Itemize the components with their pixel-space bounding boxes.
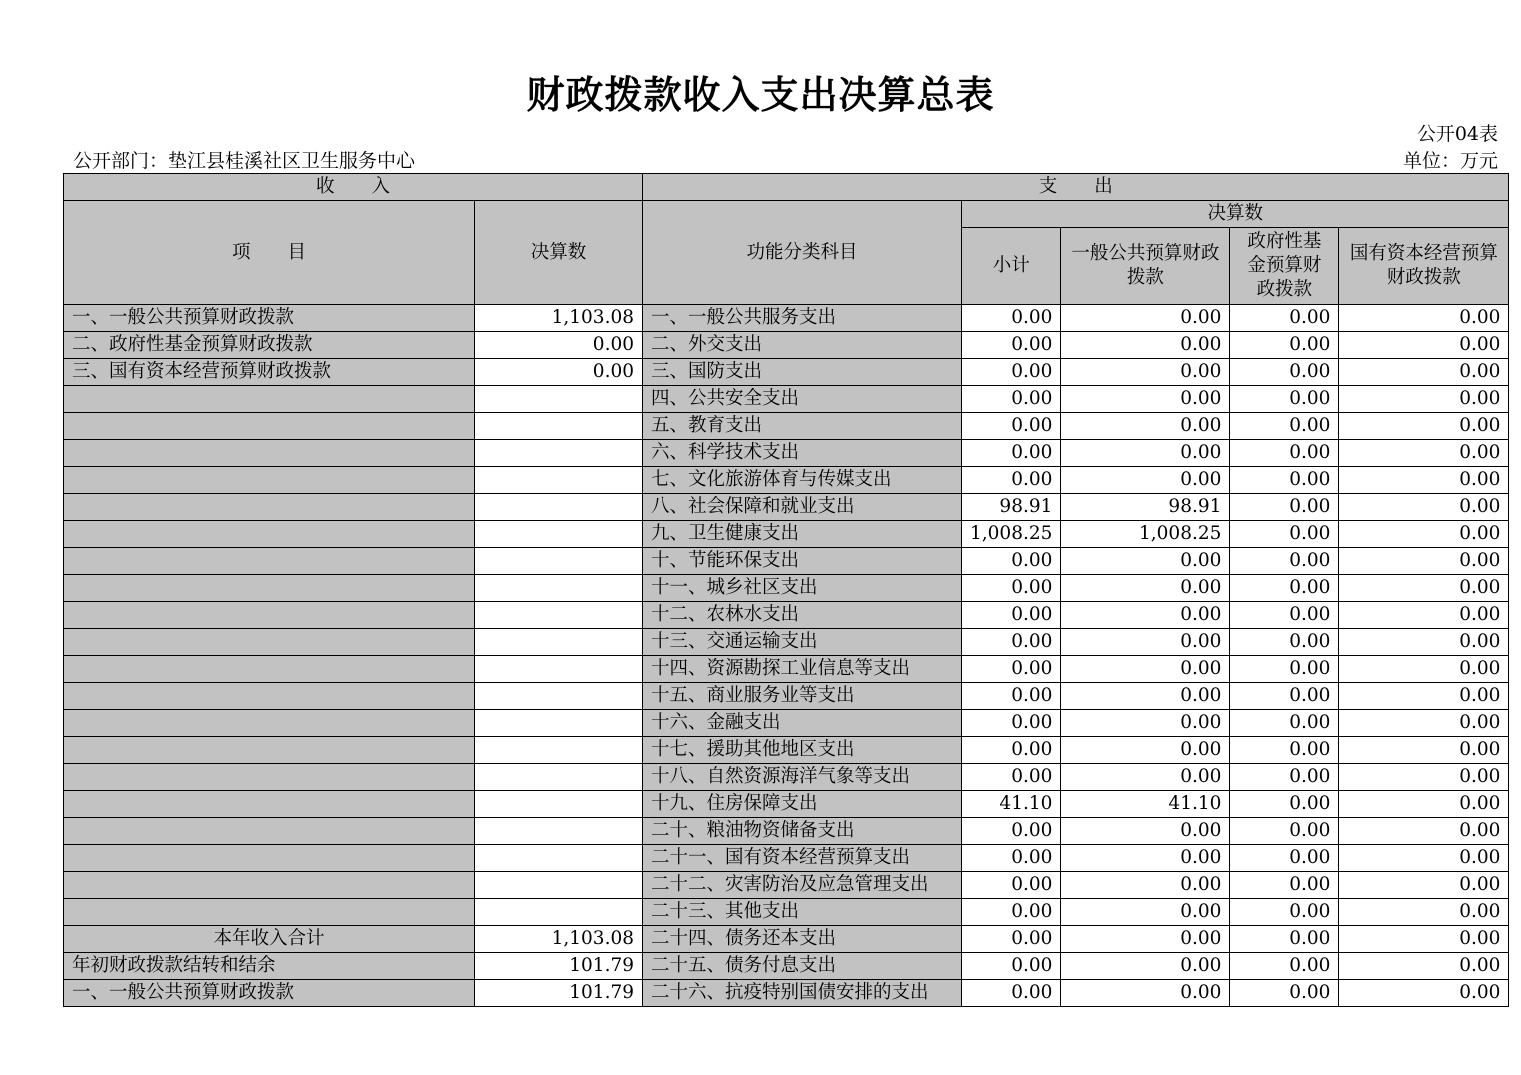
table-row xyxy=(64,899,1509,926)
fund-budget-cell: 0.00 xyxy=(1230,386,1339,413)
general-budget-cell: 0.00 xyxy=(1061,602,1230,629)
income-item-cell xyxy=(64,899,475,926)
fund-budget-cell: 0.00 xyxy=(1230,629,1339,656)
table-row xyxy=(64,386,1509,413)
table-row xyxy=(64,845,1509,872)
subtotal-cell: 0.00 xyxy=(962,764,1061,791)
fund-budget-cell: 0.00 xyxy=(1230,656,1339,683)
income-item-cell xyxy=(64,629,475,656)
header-row-2 xyxy=(64,201,1509,228)
function-category-cell: 十四、资源勘探工业信息等支出 xyxy=(643,656,962,683)
soe-budget-header: 国有资本经营预算财政拨款 xyxy=(1339,228,1509,305)
table-row xyxy=(64,494,1509,521)
soe-budget-cell: 0.00 xyxy=(1339,683,1509,710)
income-amount-cell xyxy=(475,656,643,683)
general-budget-cell: 0.00 xyxy=(1061,629,1230,656)
soe-budget-cell: 0.00 xyxy=(1339,899,1509,926)
table-row xyxy=(64,440,1509,467)
general-budget-cell: 0.00 xyxy=(1061,305,1230,332)
income-item-cell xyxy=(64,818,475,845)
page-title: 财政拨款收入支出决算总表 xyxy=(526,72,995,117)
general-budget-cell: 0.00 xyxy=(1061,332,1230,359)
function-category-cell: 九、卫生健康支出 xyxy=(643,521,962,548)
general-budget-cell: 0.00 xyxy=(1061,413,1230,440)
subtotal-cell: 0.00 xyxy=(962,359,1061,386)
table-row xyxy=(64,359,1509,386)
function-category-cell: 二、外交支出 xyxy=(643,332,962,359)
soe-budget-cell: 0.00 xyxy=(1339,548,1509,575)
subtotal-cell: 0.00 xyxy=(962,980,1061,1007)
income-amount-cell xyxy=(475,710,643,737)
soe-budget-cell: 0.00 xyxy=(1339,737,1509,764)
subtotal-cell: 0.00 xyxy=(962,953,1061,980)
function-category-cell: 二十三、其他支出 xyxy=(643,899,962,926)
function-category-cell: 十九、住房保障支出 xyxy=(643,791,962,818)
subtotal-cell: 0.00 xyxy=(962,332,1061,359)
fund-budget-header: 政府性基金预算财政拨款 xyxy=(1230,228,1339,305)
income-amount-cell: 101.79 xyxy=(475,980,643,1007)
soe-budget-cell: 0.00 xyxy=(1339,791,1509,818)
function-category-cell: 二十、粮油物资储备支出 xyxy=(643,818,962,845)
fund-budget-cell: 0.00 xyxy=(1230,548,1339,575)
fund-budget-cell: 0.00 xyxy=(1230,980,1339,1007)
soe-budget-cell: 0.00 xyxy=(1339,710,1509,737)
fund-budget-cell: 0.00 xyxy=(1230,926,1339,953)
subtotal-cell: 0.00 xyxy=(962,710,1061,737)
soe-budget-cell: 0.00 xyxy=(1339,386,1509,413)
income-amount-cell xyxy=(475,629,643,656)
table-row xyxy=(64,872,1509,899)
income-amount-cell xyxy=(475,818,643,845)
function-category-cell: 十三、交通运输支出 xyxy=(643,629,962,656)
income-amount-cell xyxy=(475,602,643,629)
income-amount-cell: 0.00 xyxy=(475,359,643,386)
table-row xyxy=(64,656,1509,683)
income-item-cell xyxy=(64,386,475,413)
fund-budget-cell: 0.00 xyxy=(1230,764,1339,791)
income-amount-cell xyxy=(475,764,643,791)
general-budget-cell: 98.91 xyxy=(1061,494,1230,521)
soe-budget-cell: 0.00 xyxy=(1339,602,1509,629)
subtotal-header: 小计 xyxy=(962,228,1061,305)
function-category-cell: 一、一般公共服务支出 xyxy=(643,305,962,332)
table-row xyxy=(64,575,1509,602)
department-label: 公开部门：垫江县桂溪社区卫生服务中心 xyxy=(73,150,416,172)
subtotal-cell: 0.00 xyxy=(962,467,1061,494)
soe-budget-cell: 0.00 xyxy=(1339,521,1509,548)
table-row xyxy=(64,602,1509,629)
income-item-cell xyxy=(64,872,475,899)
subtotal-cell: 0.00 xyxy=(962,440,1061,467)
subtotal-cell: 0.00 xyxy=(962,575,1061,602)
function-category-cell: 八、社会保障和就业支出 xyxy=(643,494,962,521)
soe-budget-cell: 0.00 xyxy=(1339,359,1509,386)
table-row xyxy=(64,332,1509,359)
general-budget-cell: 0.00 xyxy=(1061,575,1230,602)
general-budget-cell: 0.00 xyxy=(1061,440,1230,467)
general-budget-cell: 41.10 xyxy=(1061,791,1230,818)
header-row-1 xyxy=(64,174,1509,201)
subtotal-cell: 0.00 xyxy=(962,629,1061,656)
income-amount-cell xyxy=(475,872,643,899)
fund-budget-cell: 0.00 xyxy=(1230,737,1339,764)
income-amount-cell xyxy=(475,440,643,467)
function-category-cell: 十七、援助其他地区支出 xyxy=(643,737,962,764)
function-category-cell: 五、教育支出 xyxy=(643,413,962,440)
soe-budget-cell: 0.00 xyxy=(1339,332,1509,359)
table-row xyxy=(64,413,1509,440)
income-item-cell: 一、一般公共预算财政拨款 xyxy=(64,305,475,332)
fund-budget-cell: 0.00 xyxy=(1230,359,1339,386)
fund-budget-cell: 0.00 xyxy=(1230,305,1339,332)
income-item-cell xyxy=(64,737,475,764)
income-item-cell xyxy=(64,575,475,602)
soe-budget-cell: 0.00 xyxy=(1339,494,1509,521)
fund-budget-cell: 0.00 xyxy=(1230,467,1339,494)
general-budget-cell: 1,008.25 xyxy=(1061,521,1230,548)
amount-header: 决算数 xyxy=(475,201,643,305)
table-row xyxy=(64,764,1509,791)
income-amount-cell xyxy=(475,845,643,872)
soe-budget-cell: 0.00 xyxy=(1339,926,1509,953)
income-item-cell xyxy=(64,764,475,791)
fund-budget-cell: 0.00 xyxy=(1230,710,1339,737)
general-budget-cell: 0.00 xyxy=(1061,818,1230,845)
income-item-cell xyxy=(64,521,475,548)
fund-budget-cell: 0.00 xyxy=(1230,413,1339,440)
function-category-cell: 二十四、债务还本支出 xyxy=(643,926,962,953)
soe-budget-cell: 0.00 xyxy=(1339,980,1509,1007)
table-row xyxy=(64,710,1509,737)
table-row xyxy=(64,980,1509,1007)
expense-header: 支 出 xyxy=(643,174,1509,201)
soe-budget-cell: 0.00 xyxy=(1339,575,1509,602)
unit-label: 单位：万元 xyxy=(1402,150,1498,172)
income-amount-cell xyxy=(475,791,643,818)
function-category-cell: 二十六、抗疫特别国债安排的支出 xyxy=(643,980,962,1007)
subtotal-cell: 0.00 xyxy=(962,305,1061,332)
fund-budget-cell: 0.00 xyxy=(1230,440,1339,467)
table-row xyxy=(64,305,1509,332)
soe-budget-cell: 0.00 xyxy=(1339,845,1509,872)
general-budget-cell: 0.00 xyxy=(1061,845,1230,872)
soe-budget-cell: 0.00 xyxy=(1339,764,1509,791)
function-category-cell: 十六、金融支出 xyxy=(643,710,962,737)
function-category-cell: 四、公共安全支出 xyxy=(643,386,962,413)
income-item-cell xyxy=(64,413,475,440)
income-item-cell: 本年收入合计 xyxy=(64,926,475,953)
general-budget-cell: 0.00 xyxy=(1061,872,1230,899)
subtotal-cell: 0.00 xyxy=(962,818,1061,845)
function-category-cell: 二十一、国有资本经营预算支出 xyxy=(643,845,962,872)
income-item-cell: 二、政府性基金预算财政拨款 xyxy=(64,332,475,359)
general-budget-cell: 0.00 xyxy=(1061,656,1230,683)
income-amount-cell xyxy=(475,899,643,926)
income-item-cell xyxy=(64,845,475,872)
function-category-cell: 七、文化旅游体育与传媒支出 xyxy=(643,467,962,494)
subtotal-cell: 0.00 xyxy=(962,413,1061,440)
soe-budget-cell: 0.00 xyxy=(1339,413,1509,440)
income-item-cell: 一、一般公共预算财政拨款 xyxy=(64,980,475,1007)
income-amount-cell: 1,103.08 xyxy=(475,926,643,953)
function-category-cell: 十一、城乡社区支出 xyxy=(643,575,962,602)
income-amount-cell xyxy=(475,467,643,494)
subtotal-cell: 0.00 xyxy=(962,548,1061,575)
budget-table xyxy=(63,173,1509,1007)
subtotal-cell: 0.00 xyxy=(962,656,1061,683)
income-item-cell: 三、国有资本经营预算财政拨款 xyxy=(64,359,475,386)
fund-budget-cell: 0.00 xyxy=(1230,575,1339,602)
subtotal-cell: 0.00 xyxy=(962,737,1061,764)
fund-budget-cell: 0.00 xyxy=(1230,683,1339,710)
function-header: 功能分类科目 xyxy=(643,201,962,305)
fund-budget-cell: 0.00 xyxy=(1230,845,1339,872)
soe-budget-cell: 0.00 xyxy=(1339,872,1509,899)
subtotal-cell: 0.00 xyxy=(962,683,1061,710)
general-budget-cell: 0.00 xyxy=(1061,683,1230,710)
table-row xyxy=(64,548,1509,575)
income-item-cell xyxy=(64,548,475,575)
general-budget-cell: 0.00 xyxy=(1061,737,1230,764)
function-category-cell: 二十二、灾害防治及应急管理支出 xyxy=(643,872,962,899)
income-amount-cell xyxy=(475,413,643,440)
fund-budget-cell: 0.00 xyxy=(1230,818,1339,845)
soe-budget-cell: 0.00 xyxy=(1339,953,1509,980)
fund-budget-cell: 0.00 xyxy=(1230,899,1339,926)
subtotal-cell: 0.00 xyxy=(962,926,1061,953)
income-item-cell xyxy=(64,683,475,710)
general-budget-cell: 0.00 xyxy=(1061,359,1230,386)
fund-budget-cell: 0.00 xyxy=(1230,953,1339,980)
subtotal-cell: 1,008.25 xyxy=(962,521,1061,548)
income-amount-cell xyxy=(475,494,643,521)
soe-budget-cell: 0.00 xyxy=(1339,440,1509,467)
general-budget-cell: 0.00 xyxy=(1061,386,1230,413)
income-amount-cell xyxy=(475,548,643,575)
function-category-cell: 三、国防支出 xyxy=(643,359,962,386)
soe-budget-cell: 0.00 xyxy=(1339,818,1509,845)
income-item-cell xyxy=(64,467,475,494)
table-row xyxy=(64,521,1509,548)
table-row xyxy=(64,629,1509,656)
soe-budget-cell: 0.00 xyxy=(1339,656,1509,683)
general-budget-cell: 0.00 xyxy=(1061,548,1230,575)
subtotal-cell: 0.00 xyxy=(962,899,1061,926)
income-amount-cell xyxy=(475,737,643,764)
table-row xyxy=(64,683,1509,710)
income-amount-cell xyxy=(475,575,643,602)
fund-budget-cell: 0.00 xyxy=(1230,602,1339,629)
subtotal-cell: 0.00 xyxy=(962,602,1061,629)
table-row xyxy=(64,737,1509,764)
fund-budget-cell: 0.00 xyxy=(1230,494,1339,521)
soe-budget-cell: 0.00 xyxy=(1339,467,1509,494)
fund-budget-cell: 0.00 xyxy=(1230,791,1339,818)
general-budget-cell: 0.00 xyxy=(1061,764,1230,791)
form-number: 公开04表 xyxy=(1416,123,1498,145)
table-row xyxy=(64,791,1509,818)
income-amount-cell xyxy=(475,386,643,413)
income-item-cell xyxy=(64,494,475,521)
income-header: 收 入 xyxy=(64,174,643,201)
subtotal-cell: 98.91 xyxy=(962,494,1061,521)
item-header: 项 目 xyxy=(64,201,475,305)
general-budget-cell: 0.00 xyxy=(1061,710,1230,737)
subtotal-cell: 0.00 xyxy=(962,386,1061,413)
subtotal-cell: 0.00 xyxy=(962,872,1061,899)
income-item-cell xyxy=(64,791,475,818)
income-item-cell xyxy=(64,656,475,683)
function-category-cell: 十、节能环保支出 xyxy=(643,548,962,575)
income-item-cell: 年初财政拨款结转和结余 xyxy=(64,953,475,980)
income-amount-cell: 0.00 xyxy=(475,332,643,359)
fund-budget-cell: 0.00 xyxy=(1230,332,1339,359)
income-item-cell xyxy=(64,440,475,467)
function-category-cell: 十五、商业服务业等支出 xyxy=(643,683,962,710)
function-category-cell: 十八、自然资源海洋气象等支出 xyxy=(643,764,962,791)
fund-budget-cell: 0.00 xyxy=(1230,521,1339,548)
general-budget-header: 一般公共预算财政拨款 xyxy=(1061,228,1230,305)
table-row xyxy=(64,926,1509,953)
income-item-cell xyxy=(64,710,475,737)
table-row xyxy=(64,953,1509,980)
general-budget-cell: 0.00 xyxy=(1061,980,1230,1007)
income-amount-cell: 101.79 xyxy=(475,953,643,980)
income-amount-cell xyxy=(475,683,643,710)
income-amount-cell: 1,103.08 xyxy=(475,305,643,332)
table-row xyxy=(64,818,1509,845)
soe-budget-cell: 0.00 xyxy=(1339,305,1509,332)
function-category-cell: 六、科学技术支出 xyxy=(643,440,962,467)
fund-budget-cell: 0.00 xyxy=(1230,872,1339,899)
general-budget-cell: 0.00 xyxy=(1061,899,1230,926)
general-budget-cell: 0.00 xyxy=(1061,953,1230,980)
function-category-cell: 二十五、债务付息支出 xyxy=(643,953,962,980)
final-amount-header: 决算数 xyxy=(962,201,1509,228)
income-item-cell xyxy=(64,602,475,629)
subtotal-cell: 41.10 xyxy=(962,791,1061,818)
subtotal-cell: 0.00 xyxy=(962,845,1061,872)
soe-budget-cell: 0.00 xyxy=(1339,629,1509,656)
general-budget-cell: 0.00 xyxy=(1061,926,1230,953)
table-row xyxy=(64,467,1509,494)
general-budget-cell: 0.00 xyxy=(1061,467,1230,494)
function-category-cell: 十二、农林水支出 xyxy=(643,602,962,629)
income-amount-cell xyxy=(475,521,643,548)
